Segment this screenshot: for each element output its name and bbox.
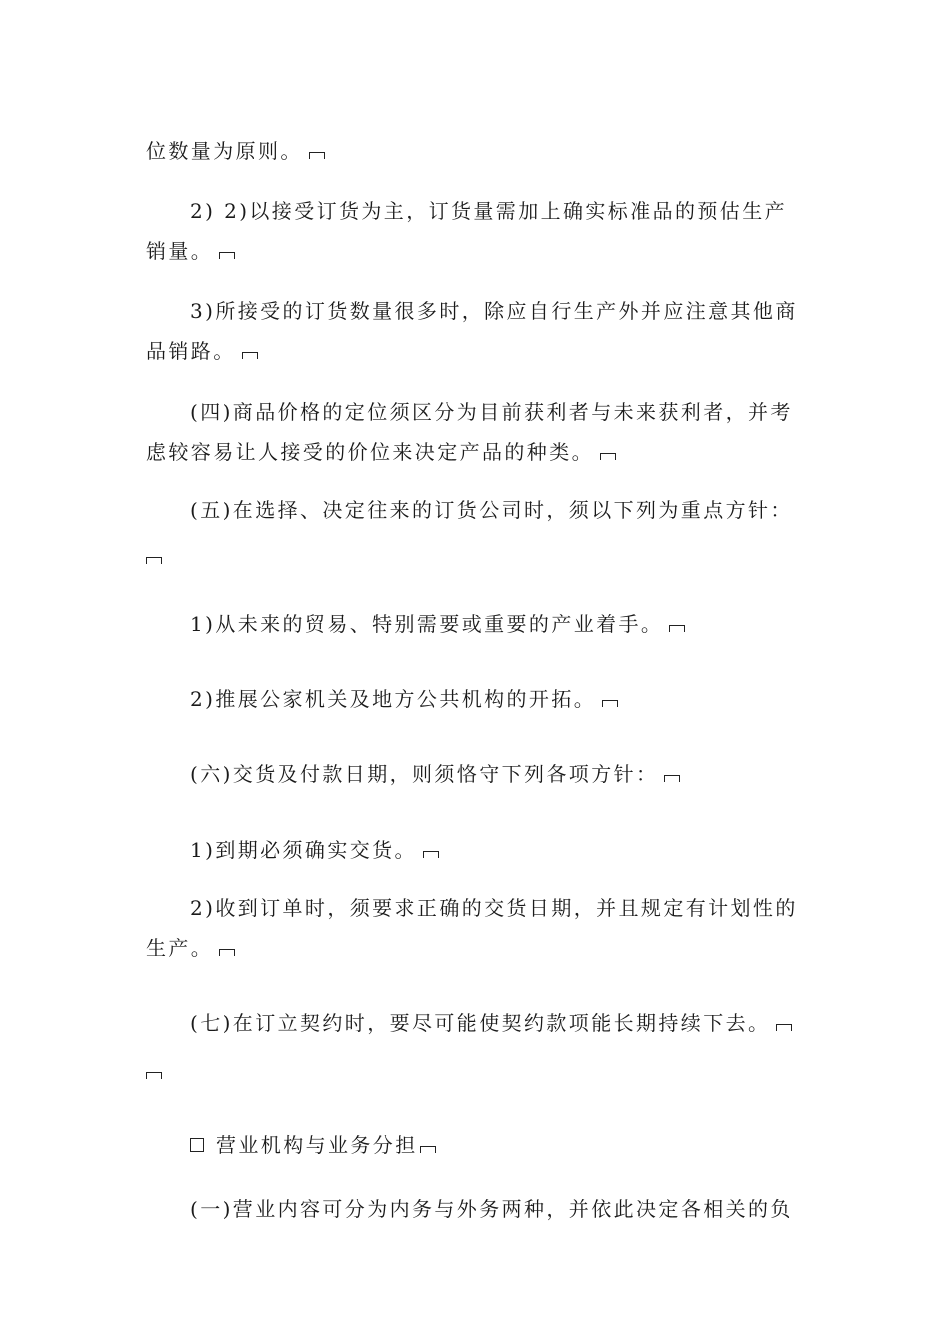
paragraph xyxy=(146,291,806,371)
paragraph xyxy=(146,1189,806,1229)
paragraph-text: 3)所接受的订货数量很多时，除应自行生产外并应注意其他商品销路。 xyxy=(146,299,798,363)
paragraph-mark-icon xyxy=(776,1024,792,1031)
paragraph xyxy=(146,1003,806,1043)
paragraph xyxy=(146,830,806,870)
section-heading-text: 营业机构与业务分担 xyxy=(216,1133,418,1157)
paragraph-text: 2) 2)以接受订货为主，订货量需加上确实标准品的预估生产销量。 xyxy=(146,199,788,263)
paragraph-mark-icon xyxy=(146,557,162,564)
paragraph-mark-icon xyxy=(309,152,325,159)
paragraph-mark-line xyxy=(146,536,806,576)
paragraph xyxy=(146,392,806,472)
paragraph-text: (四)商品价格的定位须区分为目前获利者与未来获利者，并考虑较容易让人接受的价位来决定产品的种类。 xyxy=(146,400,793,464)
paragraph-text: 1)从未来的贸易、特别需要或重要的产业着手。 xyxy=(190,612,664,636)
paragraph xyxy=(146,754,806,794)
paragraph-text: (六)交货及付款日期，则须恪守下列各项方针： xyxy=(190,762,659,786)
paragraph xyxy=(146,131,806,171)
paragraph-mark-line xyxy=(146,1051,806,1091)
paragraph-text: 1)到期必须确实交货。 xyxy=(190,838,417,862)
paragraph-mark-icon xyxy=(600,453,616,460)
paragraph xyxy=(146,888,806,968)
paragraph-text: 2)推展公家机关及地方公共机构的开拓。 xyxy=(190,687,597,711)
paragraph xyxy=(146,604,806,644)
paragraph-mark-icon xyxy=(669,625,685,632)
section-heading xyxy=(146,1125,806,1165)
paragraph-mark-icon xyxy=(146,1072,162,1079)
paragraph xyxy=(146,191,806,271)
paragraph-text: 2)收到订单时，须要求正确的交货日期，并且规定有计划性的生产。 xyxy=(146,896,798,960)
paragraph-text: (五)在选择、决定往来的订货公司时，须以下列为重点方针： xyxy=(190,498,793,522)
paragraph-mark-icon xyxy=(219,252,235,259)
paragraph-mark-icon xyxy=(602,700,618,707)
checkbox-icon xyxy=(190,1138,204,1152)
paragraph-mark-icon xyxy=(423,851,439,858)
paragraph xyxy=(146,490,806,530)
paragraph-text: (七)在订立契约时，要尽可能使契约款项能长期持续下去。 xyxy=(190,1011,771,1035)
paragraph-text: (一)营业内容可分为内务与外务两种，并依此决定各相关的负 xyxy=(190,1197,793,1221)
paragraph-mark-icon xyxy=(219,949,235,956)
paragraph xyxy=(146,679,806,719)
paragraph-text: 位数量为原则。 xyxy=(146,139,303,163)
paragraph-mark-icon xyxy=(420,1146,436,1153)
paragraph-mark-icon xyxy=(242,352,258,359)
paragraph-mark-icon xyxy=(664,775,680,782)
